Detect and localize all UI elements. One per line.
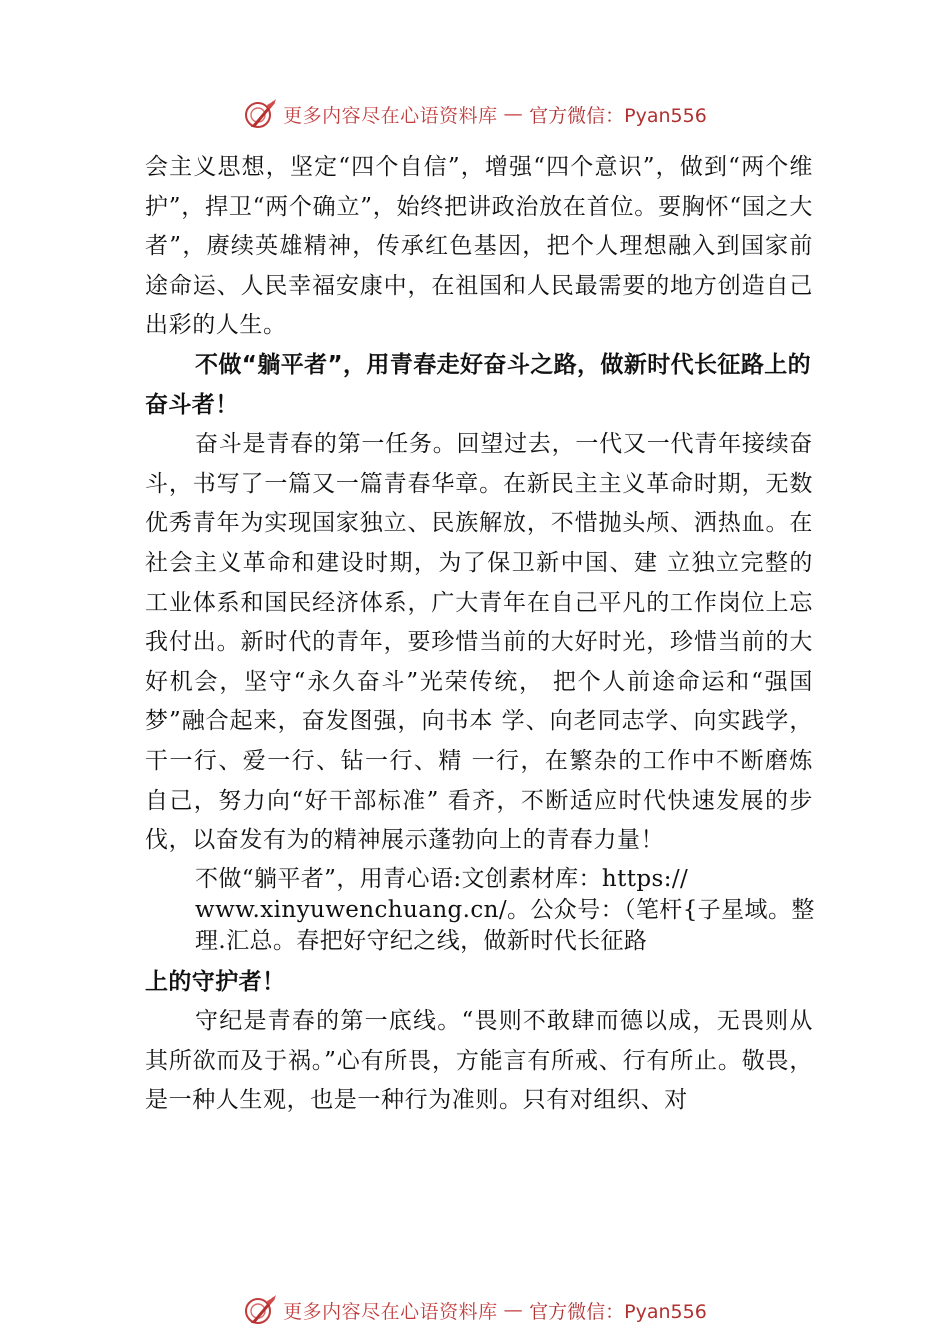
inserted-source-note [195,861,817,963]
header-banner [0,94,950,134]
inserted-line-2: www.xinyuwenchuang.cn/。公众号：（笔杆{子星域。整 [195,896,815,923]
footer-banner-dash: — [503,1299,524,1321]
paragraph-struggle: 奋斗是青春的第一任务。回望过去，一代又一代青年接续奋斗，书写了一篇又一篇青春华章。在新民主主义革命时期，无数优秀青年为实现国家独立、民族解放，不惜抛头颅、洒热血。在社会主义革命和建设时期，为了保卫新中国、建 立独立完整的工业体系和国民经济体系，广大青年在自己平凡的工作岗位上忘我付出。新时代的青年，要珍惜当前的大好时光，珍惜当前的大好机会，坚守“永久奋斗”光荣传统， 把个人前途命运和“强国梦”融合起来，奋发图强，向书本 学、向老同志学、向实践学，干一行、爱一行、钻一行、精 一行，在繁杂的工作中不断磨炼自己，努力向“好干部标准” 看齐，不断适应时代快速发展的步伐，以奋发有为的精神展示蓬勃向上的青春力量！ [145,431,813,854]
banner-contact: 官方微信：Pyan556 [529,104,707,127]
inserted-line-1: 不做“躺平者”，用青心语:文创素材库：https:// [195,865,689,892]
quill-logo-icon [243,97,277,131]
paragraph-discipline: 守纪是青春的第一底线。“畏则不敢肆而德以成，无畏则从其所欲而及于祸。”心有所畏，方能言有所戒、行有所止。敬畏，是一种人生观，也是一种行为准则。只有对组织、对 [145,1008,813,1114]
quill-logo-icon [243,1293,277,1327]
section-heading-struggle: 不做“躺平者”，用青春走好奋斗之路，做新时代长征路上的奋斗者！ [145,351,812,418]
footer-banner-title: 更多内容尽在心语资料库 [283,1300,498,1323]
footer-banner [0,1290,950,1330]
paragraph-continued: 会主义思想，坚定“四个自信”，增强“四个意识”，做到“两个维护”，捍卫“两个确立”，始终把讲政治放在首位。要胸怀“国之大者”，赓续英雄精神，传承红色基因，把个人理想融入到国家前途命运、人民幸福安康中，在祖国和人民最需要的地方创造自己出彩的人生。 [145,154,813,339]
document-body [145,148,813,1121]
banner-dash: — [503,103,524,125]
footer-banner-contact: 官方微信：Pyan556 [529,1300,707,1323]
section-heading-guardian: 上的守护者！ [145,968,286,995]
banner-title: 更多内容尽在心语资料库 [283,104,498,127]
inserted-line-3: 理.汇总。春把好守纪之线，做新时代长征路 [195,927,648,954]
